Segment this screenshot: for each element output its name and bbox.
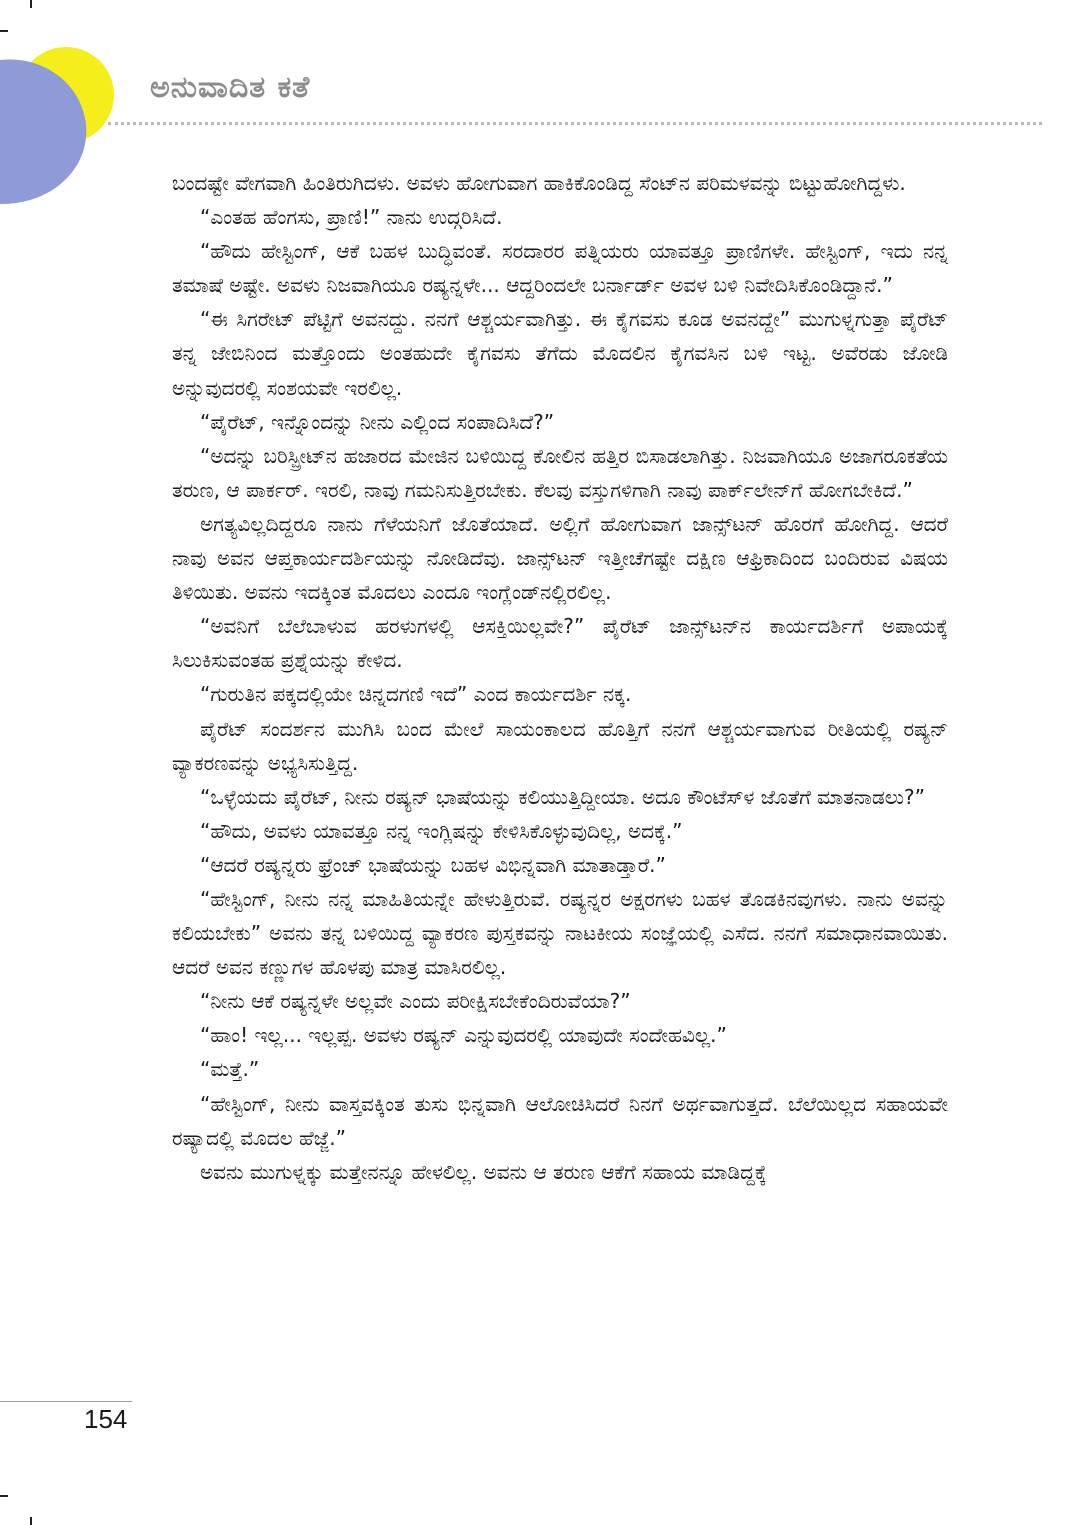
story-body (172, 166, 948, 1189)
paragraph: “ಅವನಿಗೆ ಬೆಲೆಬಾಳುವ ಹರಳುಗಳಲ್ಲಿ ಆಸಕ್ತಿಯಿಲ್ಲವೇ?” ಪೈರೆಟ್ ಜಾನ್ಸ್‌ಟನ್‌ನ ಕಾರ್ಯದರ್ಶಿಗೆ ಅಪಾಯಕ್ಕೆ ಸಿಲುಕಿಸುವಂತಹ ಪ್ರಶ್ನೆಯನ್ನು ಕೇಳಿದ. (172, 614, 948, 673)
crop-mark-bottom-left (30, 1517, 32, 1525)
paragraph: “ಹಾಂ! ಇಲ್ಲ... ಇಲ್ಲಪ್ಪ. ಅವಳು ರಷ್ಯನ್ ಎನ್ನುವುದರಲ್ಲಿ ಯಾವುದೇ ಸಂದೇಹವಿಲ್ಲ.” (200, 1023, 727, 1048)
page-number-rule (0, 1401, 132, 1402)
paragraph: “ಗುರುತಿನ ಪಕ್ಕದಲ್ಲಿಯೇ ಚಿನ್ನದಗಣಿ ಇದೆ” ಎಂದ ಕಾರ್ಯದರ್ಶಿ ನಕ್ಕ. (200, 682, 632, 707)
paragraph: “ನೀನು ಆಕೆ ರಷ್ಯನ್ನಳೇ ಅಲ್ಲವೇ ಎಂದು ಪರೀಕ್ಷಿಸಬೇಕೆಂದಿರುವೆಯಾ?” (200, 989, 631, 1014)
paragraph: ಬಂದಷ್ಟೇ ವೇಗವಾಗಿ ಹಿಂತಿರುಗಿದಳು. ಅವಳು ಹೋಗುವಾಗ ಹಾಕಿಕೊಂಡಿದ್ದ ಸೆಂಟ್‌ನ ಪರಿಮಳವನ್ನು ಬಿಟ್ಟುಹೋಗಿದ್ದಳು. (172, 171, 906, 195)
header-dotted-rule (108, 122, 1042, 125)
crop-mark-left-top (0, 30, 8, 32)
paragraph: “ಹೇಸ್ಟಿಂಗ್, ನೀನು ವಾಸ್ತವಕ್ಕಿಂತ ತುಸು ಭಿನ್ನವಾಗಿ ಆಲೋಚಿಸಿದರೆ ನಿನಗೆ ಅರ್ಥವಾಗುತ್ತದೆ. ಬೆಲೆಯಿಲ್ಲದ ಸಹಾಯವೇ ರಷ್ಯಾದಲ್ಲಿ ಮೊದಲ ಹೆಜ್ಜೆ.” (172, 1091, 948, 1150)
paragraph: “ಈ ಸಿಗರೇಟ್ ಪೆಟ್ಟಿಗೆ ಅವನದ್ದು. ನನಗೆ ಆಶ್ಚರ್ಯವಾಗಿತ್ತು. ಈ ಕೈಗವಸು ಕೂಡ ಅವನದ್ದೇ” ಮುಗುಳ್ನಗುತ್ತಾ ಪೈರೆಟ್ ತನ್ನ ಜೇಬಿನಿಂದ ಮತ್ತೊಂದು ಅಂತಹುದೇ ಕೈಗವಸು ತೆಗೆದು ಮೊದಲಿನ ಕೈಗವಸಿನ ಬಳಿ ಇಟ್ಟ. ಅವೆರಡು ಜೋಡಿ ಅನ್ನುವುದರಲ್ಲಿ ಸಂಶಯವೇ ಇರಲಿಲ್ಲ. (172, 307, 948, 400)
crop-mark-top-left (30, 0, 32, 8)
paragraph: “ಮತ್ತೆ.” (200, 1057, 260, 1082)
paragraph: “ಅದನ್ನು ಬರಿಸ್ಪ್ರೀಟ್‌ನ ಹಜಾರದ ಮೇಜಿನ ಬಳಿಯಿದ್ದ ಕೋಲಿನ ಹತ್ತಿರ ಬಿಸಾಡಲಾಗಿತ್ತು. ನಿಜವಾಗಿಯೂ ಅಜಾಗರೂಕತೆಯ ತರುಣ, ಆ ಪಾರ್ಕರ್. ಇರಲಿ, ನಾವು ಗಮನಿಸುತ್ತಿರಬೇಕು. ಕೆಲವು ವಸ್ತುಗಳಿಗಾಗಿ ನಾವು ಪಾರ್ಕ್‌ಲೇನ್‌ಗೆ ಹೋಗಬೇಕಿದೆ.” (172, 443, 948, 502)
crop-mark-left-bottom (0, 1495, 8, 1497)
decorative-circles (0, 0, 140, 220)
paragraph: “ಪೈರೆಟ್, ಇನ್ನೊಂದನ್ನು ನೀನು ಎಲ್ಲಿಂದ ಸಂಪಾದಿಸಿದೆ?” (200, 409, 555, 434)
paragraph: “ಎಂತಹ ಹೆಂಗಸು, ಪ್ರಾಣಿ!” ನಾನು ಉದ್ಗರಿಸಿದೆ. (200, 205, 503, 230)
paragraph: “ಹೇಸ್ಟಿಂಗ್, ನೀನು ನನ್ನ ಮಾಹಿತಿಯನ್ನೇ ಹೇಳುತ್ತಿರುವೆ. ರಷ್ಯನ್ನರ ಅಕ್ಷರಗಳು ಬಹಳ ತೊಡಕಿನವುಗಳು. ನಾನು ಅವನ್ನು ಕಲಿಯಬೇಕು” ಅವನು ತನ್ನ ಬಳಿಯಿದ್ದ ವ್ಯಾಕರಣ ಪುಸ್ತಕವನ್ನು ನಾಟಕೀಯ ಸಂಜ್ಞೆಯಲ್ಲಿ ಎಸೆದ. ನನಗೆ ಸಮಾಧಾನವಾಯಿತು. ಆದರೆ ಅವನ ಕಣ್ಣುಗಳ ಹೊಳಪು ಮಾತ್ರ ಮಾಸಿರಲಿಲ್ಲ. (172, 886, 948, 980)
paragraph: ಪೈರೆಟ್ ಸಂದರ್ಶನ ಮುಗಿಸಿ ಬಂದ ಮೇಲೆ ಸಾಯಂಕಾಲದ ಹೊತ್ತಿಗೆ ನನಗೆ ಆಶ್ಚರ್ಯವಾಗುವ ರೀತಿಯಲ್ಲಿ ರಷ್ಯನ್ ವ್ಯಾಕರಣವನ್ನು ಅಭ್ಯಸಿಸುತ್ತಿದ್ದ. (172, 716, 948, 775)
paragraph: “ಒಳ್ಳೆಯದು ಪೈರೆಟ್, ನೀನು ರಷ್ಯನ್ ಭಾಷೆಯನ್ನು ಕಲಿಯುತ್ತಿದ್ದೀಯಾ. ಅದೂ ಕೌಂಟೆಸ್‌ಳ ಜೊತೆಗೆ ಮಾತನಾಡಲು?” (200, 784, 926, 809)
page-number: 154 (84, 1404, 128, 1434)
section-title: ಅನುವಾದಿತ ಕತೆ (150, 70, 311, 105)
paragraph: “ಆದರೆ ರಷ್ಯನ್ನರು ಫ್ರೆಂಚ್ ಭಾಷೆಯನ್ನು ಬಹಳ ವಿಭಿನ್ನವಾಗಿ ಮಾತಾಡ್ತಾರೆ.” (200, 852, 666, 877)
paragraph: ಅಗತ್ಯವಿಲ್ಲದಿದ್ದರೂ ನಾನು ಗೆಳೆಯನಿಗೆ ಜೊತೆಯಾದೆ. ಅಲ್ಲಿಗೆ ಹೋಗುವಾಗ ಜಾನ್ಸ್‌ಟನ್ ಹೊರಗೆ ಹೋಗಿದ್ದ. ಆದರೆ ನಾವು ಅವನ ಆಪ್ತಕಾರ್ಯದರ್ಶಿಯನ್ನು ನೋಡಿದೆವು. ಜಾನ್ಸ್‌ಟನ್ ಇತ್ತೀಚೆಗಷ್ಟೇ ದಕ್ಷಿಣ ಆಫ್ರಿಕಾದಿಂದ ಬಂದಿರುವ ವಿಷಯ ತಿಳಿಯಿತು. ಅವನು ಇದಕ್ಕಿಂತ ಮೊದಲು ಎಂದೂ ಇಂಗ್ಲೆಂಡ್‌ನಲ್ಲಿರಲಿಲ್ಲ. (172, 511, 948, 605)
paragraph: “ಹೌದು, ಅವಳು ಯಾವತ್ತೂ ನನ್ನ ಇಂಗ್ಲಿಷನ್ನು ಕೇಳಿಸಿಕೊಳ್ಳುವುದಿಲ್ಲ, ಅದಕ್ಕೆ.” (200, 818, 683, 843)
paragraph: “ಹೌದು ಹೇಸ್ಟಿಂಗ್, ಆಕೆ ಬಹಳ ಬುದ್ಧಿವಂತೆ. ಸರದಾರರ ಪತ್ನಿಯರು ಯಾವತ್ತೂ ಪ್ರಾಣಿಗಳೇ. ಹೇಸ್ಟಿಂಗ್, ಇದು ನನ್ನ ತಮಾಷೆ ಅಷ್ಟೇ. ಅವಳು ನಿಜವಾಗಿಯೂ ರಷ್ಯನ್ನಳೇ... ಆದ್ದರಿಂದಲೇ ಬರ್ನಾರ್ಡ್ ಅವಳ ಬಳಿ ನಿವೇದಿಸಿಕೊಂಡಿದ್ದಾನೆ.” (172, 239, 948, 298)
paragraph: ಅವನು ಮುಗುಳ್ನಕ್ಕು ಮತ್ತೇನನ್ನೂ ಹೇಳಲಿಲ್ಲ. ಅವನು ಆ ತರುಣ ಆಕೆಗೆ ಸಹಾಯ ಮಾಡಿದ್ದಕ್ಕೆ (200, 1159, 767, 1184)
